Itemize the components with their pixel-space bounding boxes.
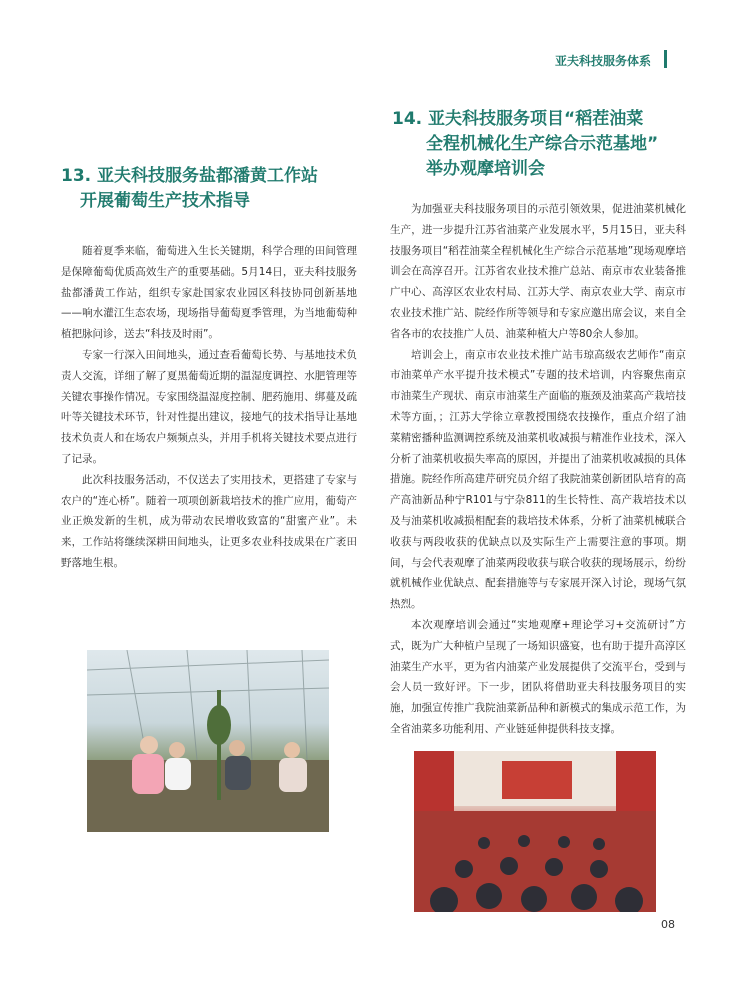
header-divider [664,50,667,68]
section-13-body [61,241,357,574]
paragraph: 此次科技服务活动，不仅送去了实用技术，更搭建了专家与农户的“连心桥”。随着一项项创新栽培技术的推广应用，葡萄产业正焕发新的生机，成为带动农民增收致富的“甜蜜产业”。未来，工作站将继续深耕田间地头，让更多农业科技成果在广袤田野落地生根。 [61,473,357,569]
page-number: 08 [661,918,675,931]
section-13-title-line2: 开展葡萄生产技术指导 [80,191,250,211]
paragraph: 专家一行深入田间地头，通过查看葡萄长势、与基地技术负责人交流，详细了解了夏黑葡萄近期的温湿度调控、水肥管理等关键农事操作情况。专家围绕温湿度控制、肥药施用、绑蔓及疏叶等关键技术环节，针对性提出建议，接地气的技术指导让基地技术负责人和在场农户频频点头，并用手机将关键技术要点进行了记录。 [61,348,357,465]
section-14-title-line2: 全程机械化生产综合示范基地” [426,134,659,154]
meeting-photo [414,751,656,912]
section-14-title [392,107,722,182]
section-14-title-line1: 14. 亚夫科技服务项目“稻茬油菜 [392,109,644,129]
paragraph: 随着夏季来临，葡萄进入生长关键期，科学合理的田间管理是保障葡萄优质高效生产的重要基础。5月14日，亚夫科技服务盐都潘黄工作站，组织专家赴国家农业园区科技协同创新基地——响水灌江生态农场，现场指导葡萄夏季管理，为当地葡萄种植把脉问诊，送去“科技及时雨”。 [61,245,357,341]
section-13-title-line1: 13. 亚夫科技服务盐都潘黄工作站 [61,166,319,186]
running-header: 亚夫科技服务体系 [554,54,651,68]
section-13-title [61,164,381,214]
paragraph: 本次观摩培训会通过“实地观摩+理论学习+交流研讨”方式，既为广大种植户呈现了一场知识盛宴，也有助于提升高淳区油菜生产水平，更为省内油菜产业发展提供了交流平台，受到与会人员一致好评。下一步，团队将借助亚夫科技服务项目的实施，加强宣传推广我院油菜新品种和新模式的集成示范工作，为全省油菜多功能利用、产业链延伸提供科技支撑。 [390,618,686,735]
section-14-title-line3: 举办观摩培训会 [426,159,545,179]
vineyard-photo [87,650,329,832]
paragraph: 为加强亚夫科技服务项目的示范引领效果，促进油菜机械化生产，进一步提升江苏省油菜产业发展水平，5月15日，亚夫科技服务项目“稻茬油菜全程机械化生产综合示范基地”现场观摩培训会在高淳召开。江苏省农业技术推广总站、南京市农业装备推广中心、高淳区农业农村局、江苏大学、南京农业大学、南京市农业技术推广站、院经作所等领导和专家应邀出席会议，来自全省各市的农技推广人员、油菜种植大户等80余人参加。 [390,203,686,340]
section-14-body [390,199,686,740]
paragraph: 培训会上，南京市农业技术推广站韦琼高级农艺师作“南京市油菜单产水平提升技术模式”专题的技术培训，内容聚焦南京市油菜生产现状、南京市油菜生产面临的瓶颈及油菜高产栽培技术等方面，；江苏大学徐立章教授围绕农技操作，重点介绍了油菜精密播种监测调控系统及油菜机收减损与精准作业技术，深入分析了油菜机收损失率高的原因，并提出了油菜机收减损的具体措施。院经作所高建芹研究员介绍了我院油菜创新团队培育的高产高油新品种宁R101与宁杂811的生长特性、高产栽培技术以及与油菜机收减损相配套的栽培技术体系，分析了油菜机械联合收获与两段收获的优缺点以及实际生产上需要注意的事项。期间，与会代表观摩了油菜两段收获与联合收获的现场展示，纷纷就机械作业优缺点、配套措施等与专家展开深入讨论，现场气氛热烈。 [390,348,686,611]
